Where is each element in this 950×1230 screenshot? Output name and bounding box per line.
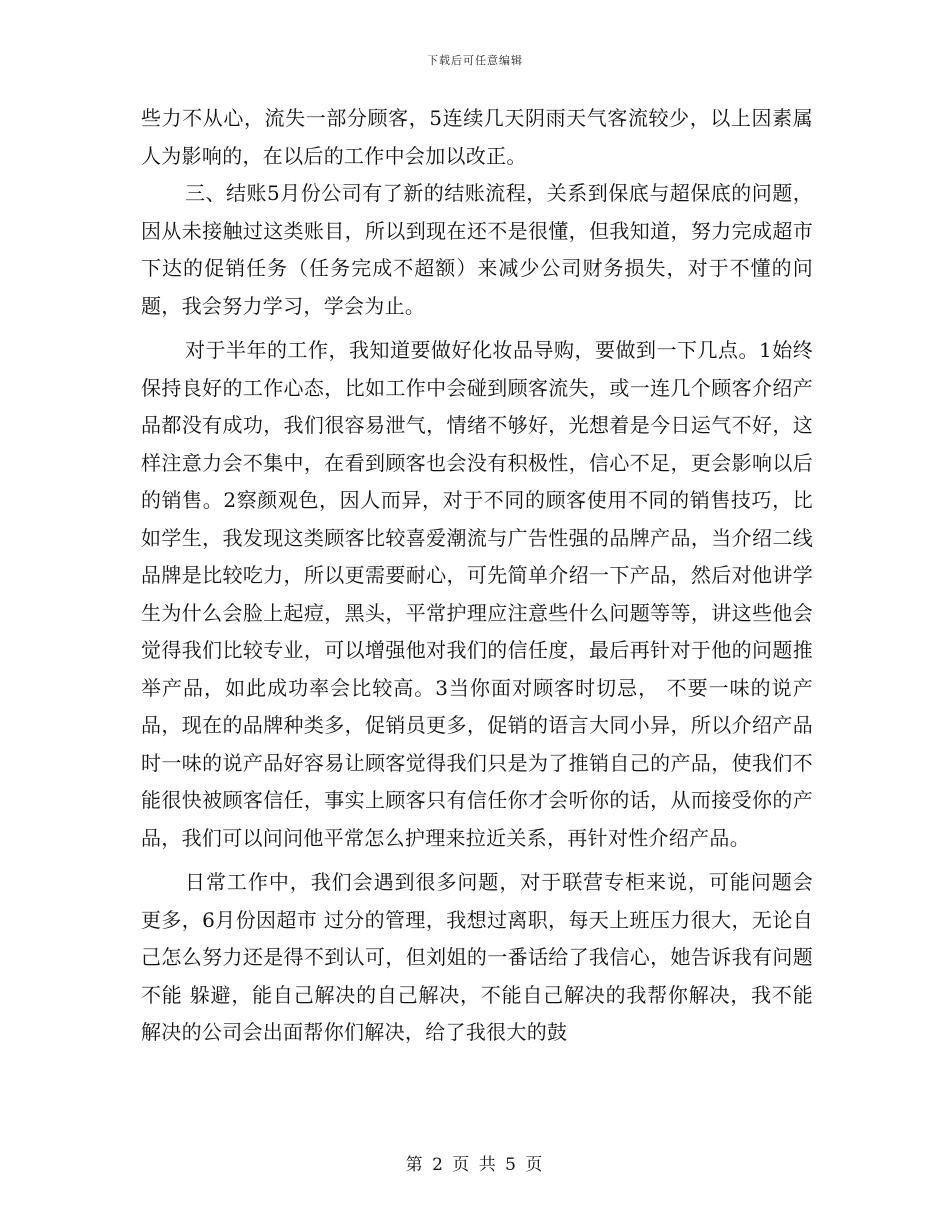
page-header-note: 下载后可任意编辑	[427, 54, 523, 67]
paragraph-half-year-work: 对于半年的工作，我知道要做好化妆品导购，要做到一下几点。1始终保持良好的工作心态，比如工作中会碰到顾客流失，或一连几个顾客介绍产品都没有成功，我们很容易泄气，情绪不够好，光想着是今日运气不好，这样注意力会不集中，在看到顾客也会没有积极性，信心不足，更会影响以后的销售。2察颜观色，因人而异，对于不同的顾客使用不同的销售技巧，比如学生，我发现这类顾客比较喜爱潮流与广告性强的品牌产品，当介绍二线品牌是比较吃力，所以更需要耐心，可先简单介绍一下产品，然后对他讲学生为什么会脸上起痘，黑头，平常护理应注意些什么问题等等，讲这些他会觉得我们比较专业，可以增强他对我们的信任度，最后再针对于他的问题推举产品，如此成功率会比较高。3当你面对顾客时切忌， 不要一味的说产品，现在的品牌种类多，促销员更多，促销的语言大同小异，所以介绍产品时一味的说产品好容易让顾客觉得我们只是为了推销自己的产品，使我们不能很快被顾客信任，事实上顾客只有信任你才会听你的话，从而接受你的产品，我们可以问问他平常怎么护理来拉近关系，再针对性介绍产品。	[141, 338, 813, 850]
paragraph-continuation: 些力不从心，流失一部分顾客，5连续几天阴雨天气客流较少，以上因素属人为影响的，在以后的工作中会加以改正。	[141, 106, 813, 168]
page-number: 第 2 页 共 5 页	[405, 1155, 545, 1175]
document-body	[141, 100, 813, 1052]
paragraph-settlement: 三、结账5月份公司有了新的结账流程，关系到保底与超保底的问题，因从未接触过这类账目，所以到现在还不是很懂，但我知道，努力完成超市下达的促销任务（任务完成不超额）来减少公司财务损失，对于不懂的问题，我会努力学习，学会为止。	[141, 181, 813, 318]
paragraph-daily-work: 日常工作中，我们会遇到很多问题，对于联营专柜来说，可能问题会更多，6月份因超市 过分的管理，我想过离职，每天上班压力很大，无论自己怎么努力还是得不到认可，但刘姐的一番话给了我信心，她告诉我有问题不能 躲避，能自己解决的自己解决，不能自己解决的我帮你解决，我不能解决的公司会出面帮你们解决，给了我很大的鼓	[141, 870, 813, 1044]
